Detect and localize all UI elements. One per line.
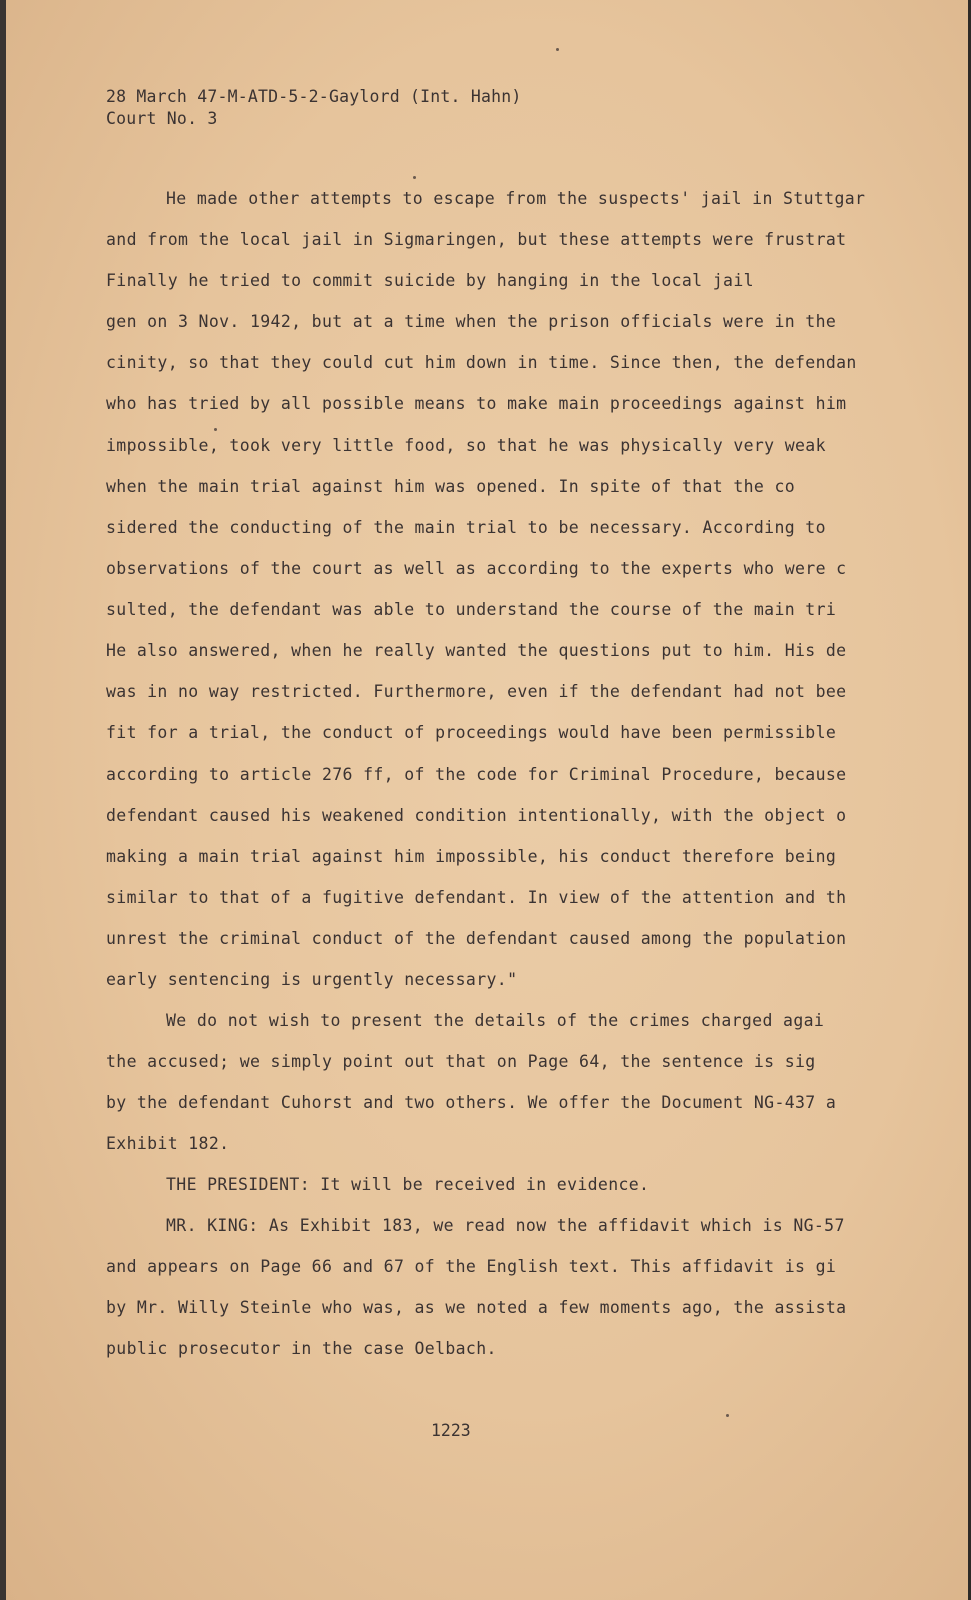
body-line: defendant caused his weakened condition intentionally, with the object o <box>106 806 847 825</box>
body-line: observations of the court as well as according to the experts who were c <box>106 559 847 578</box>
body-line: by the defendant Cuhorst and two others. We offer the Document NG-437 a <box>106 1093 837 1112</box>
body-line: He also answered, when he really wanted the questions put to him. His de <box>106 641 847 660</box>
paper-speck <box>413 176 416 179</box>
body-line: unrest the criminal conduct of the defendant caused among the population <box>106 929 847 948</box>
header-court-number: Court No. 3 <box>106 109 218 128</box>
paper-speck <box>726 1414 729 1417</box>
header-date-reference: 28 March 47-M-ATD-5-2-Gaylord (Int. Hahn) <box>106 87 522 106</box>
body-line: and appears on Page 66 and 67 of the English text. This affidavit is gi <box>106 1257 837 1276</box>
body-line: and from the local jail in Sigmaringen, but these attempts were frustrat <box>106 230 847 249</box>
body-line: was in no way restricted. Furthermore, even if the defendant had not bee <box>106 682 847 701</box>
body-line: early sentencing is urgently necessary." <box>106 970 518 989</box>
left-page-edge <box>0 0 6 1600</box>
body-line: by Mr. Willy Steinle who was, as we noted a few moments ago, the assista <box>106 1298 847 1317</box>
body-line: sulted, the defendant was able to understand the course of the main tri <box>106 600 837 619</box>
body-line: THE PRESIDENT: It will be received in evidence. <box>166 1175 650 1194</box>
body-line: He made other attempts to escape from the suspects' jail in Stuttgar <box>166 189 866 208</box>
body-line: Exhibit 182. <box>106 1134 230 1153</box>
body-line: Finally he tried to commit suicide by hanging in the local jail <box>106 271 754 290</box>
body-line: according to article 276 ff, of the code for Criminal Procedure, because <box>106 765 847 784</box>
body-line: sidered the conducting of the main trial to be necessary. According to <box>106 518 826 537</box>
body-line: public prosecutor in the case Oelbach. <box>106 1339 497 1358</box>
body-line: who has tried by all possible means to make main proceedings against him <box>106 394 847 413</box>
body-line: similar to that of a fugitive defendant. In view of the attention and th <box>106 888 847 907</box>
body-line: gen on 3 Nov. 1942, but at a time when the prison officials were in the <box>106 312 837 331</box>
body-line: MR. KING: As Exhibit 183, we read now the affidavit which is NG-57 <box>166 1216 845 1235</box>
body-line: when the main trial against him was opened. In spite of that the co <box>106 477 796 496</box>
body-line: fit for a trial, the conduct of proceedings would have been permissible <box>106 723 837 742</box>
body-line: the accused; we simply point out that on Page 64, the sentence is sig <box>106 1052 816 1071</box>
body-line: cinity, so that they could cut him down in time. Since then, the defendan <box>106 353 857 372</box>
body-line: impossible, took very little food, so that he was physically very weak <box>106 436 826 455</box>
document-header <box>106 86 522 130</box>
paper-speck <box>556 48 559 51</box>
body-line: making a main trial against him impossible, his conduct therefore being <box>106 847 837 866</box>
paper-speck <box>214 428 217 431</box>
page-number: 1223 <box>431 1421 471 1440</box>
body-line: We do not wish to present the details of the crimes charged agai <box>166 1011 825 1030</box>
